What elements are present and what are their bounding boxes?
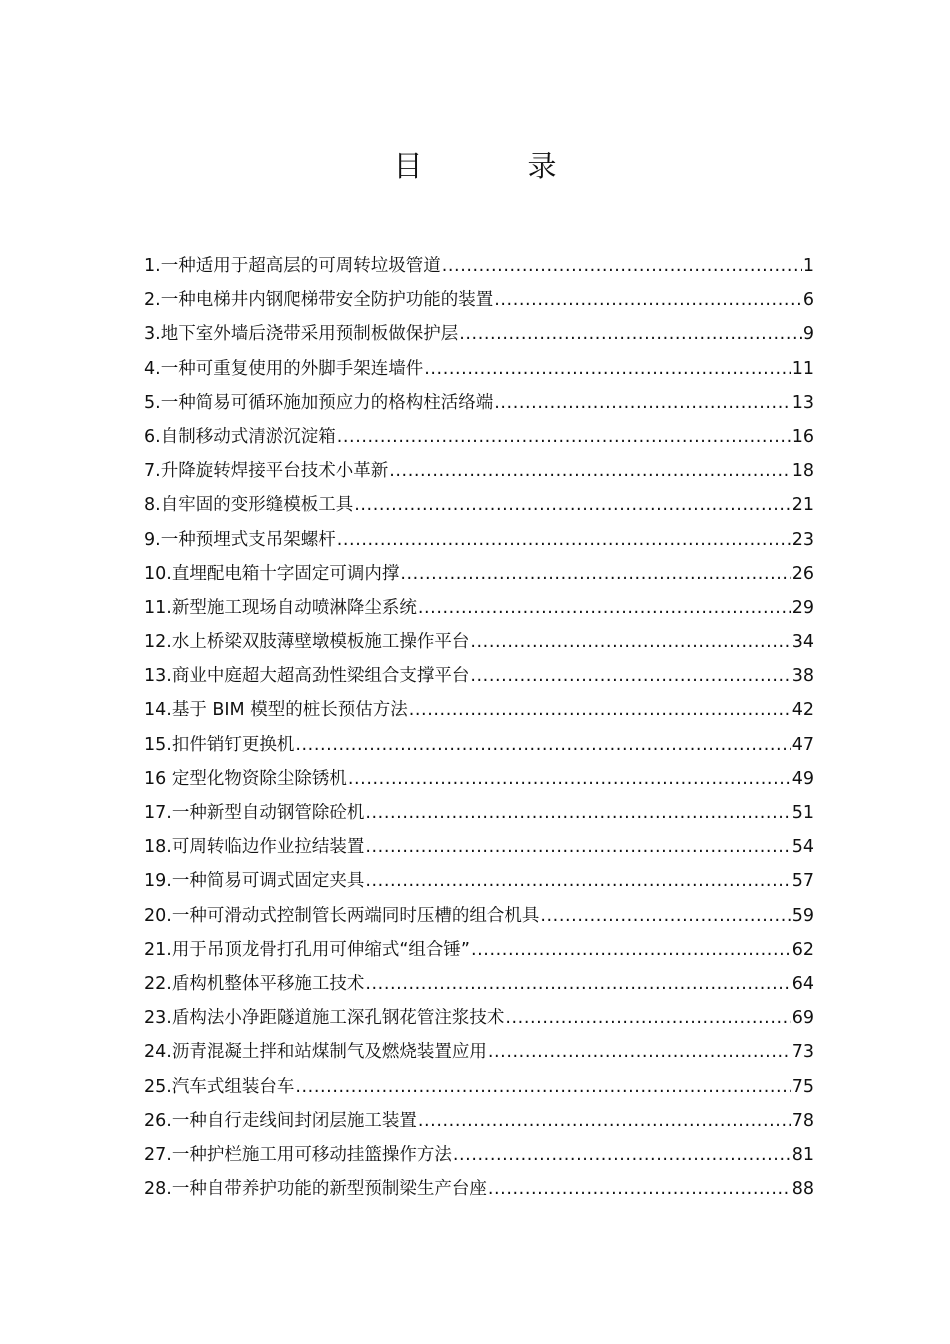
dot-leader [459,317,802,351]
dot-leader [442,249,802,283]
toc-entry[interactable] [144,1070,814,1104]
toc-entry-page-number: 1 [802,256,814,276]
toc-entry-page-number: 75 [791,1076,814,1097]
toc-entry-title: 25.汽车式组装台车 [144,1076,295,1097]
toc-entry[interactable] [144,488,814,522]
toc-entry-page-number: 78 [791,1110,814,1131]
toc-entry[interactable] [144,659,814,693]
toc-entry-title: 12.水上桥梁双肢薄壁墩模板施工操作平台 [144,632,470,653]
toc-entry[interactable] [144,1172,814,1206]
dot-leader [354,488,791,522]
toc-entry[interactable] [144,864,814,898]
toc-entry-title: 17.一种新型自动钢管除砼机 [144,803,365,823]
dot-leader [348,762,791,796]
dot-leader [295,728,790,762]
dot-leader [418,591,791,625]
toc-entry[interactable] [144,728,814,762]
dot-leader [337,523,791,557]
page-title: 目 录 [393,149,595,183]
toc-entry-title: 18.可周转临边作业拉结装置 [144,837,365,858]
toc-entry-page-number: 13 [791,392,814,413]
toc-entry[interactable] [144,283,814,317]
toc-entry-page-number: 16 [791,426,814,447]
toc-entry-page-number: 81 [791,1144,814,1165]
toc-entry-title: 19.一种简易可调式固定夹具 [144,871,365,892]
toc-entry-page-number: 54 [791,837,814,858]
toc-entry-title: 9.一种预埋式支吊架螺杆 [144,529,336,550]
toc-entry-title: 26.一种自行走线间封闭层施工装置 [144,1110,417,1131]
toc-entry-title: 14.基于 BIM 模型的桩长预估方法 [144,700,408,721]
dot-leader [295,1070,790,1104]
dot-leader [488,1035,791,1069]
toc-entry-title: 28.一种自带养护功能的新型预制梁生产台座 [144,1179,487,1200]
toc-entry-page-number: 29 [791,597,814,618]
toc-entry-title: 11.新型施工现场自动喷淋降尘系统 [144,597,417,618]
toc-entry-page-number: 73 [791,1042,814,1063]
toc-entry-title: 5.一种简易可循环施加预应力的格构柱活络端 [144,392,494,413]
toc-entry[interactable] [144,830,814,864]
toc-entry-title: 22.盾构机整体平移施工技术 [144,973,365,994]
toc-entry-page-number: 62 [791,939,814,960]
toc-entry-page-number: 42 [791,700,814,721]
toc-entry[interactable] [144,523,814,557]
toc-entry-page-number: 47 [791,734,814,755]
toc-entry[interactable] [144,386,814,420]
toc-entry[interactable] [144,1138,814,1172]
dot-leader [418,1104,791,1138]
dot-leader [470,625,790,659]
toc-entry[interactable] [144,933,814,967]
table-of-contents [144,249,814,1206]
dot-leader [505,1001,790,1035]
toc-entry-page-number: 88 [791,1179,814,1200]
toc-entry-title: 23.盾构法小净距隧道施工深孔钢花管注浆技术 [144,1008,505,1029]
toc-entry-title: 13.商业中庭超大超高劲性梁组合支撑平台 [144,666,470,687]
dot-leader [365,796,790,830]
toc-entry-title: 4.一种可重复使用的外脚手架连墙件 [144,358,424,379]
toc-entry-page-number: 9 [802,324,814,345]
toc-entry-page-number: 26 [791,563,814,584]
dot-leader [540,899,790,933]
toc-entry-page-number: 49 [791,768,814,789]
toc-entry[interactable] [144,352,814,386]
toc-entry-title: 27.一种护栏施工用可移动挂篮操作方法 [144,1144,452,1165]
dot-leader [337,420,791,454]
toc-entry[interactable] [144,1001,814,1035]
dot-leader [365,830,790,864]
toc-entry[interactable] [144,1104,814,1138]
dot-leader [471,933,791,967]
dot-leader [400,557,790,591]
toc-entry-page-number: 59 [791,905,814,926]
dot-leader [365,864,790,898]
toc-entry[interactable] [144,454,814,488]
toc-entry[interactable] [144,591,814,625]
toc-entry[interactable] [144,317,814,351]
dot-leader [494,283,802,317]
toc-entry-title: 15.扣件销钉更换机 [144,734,295,755]
dot-leader [424,352,791,386]
toc-entry-page-number: 23 [791,529,814,550]
toc-entry-title: 7.升降旋转焊接平台技术小革新 [144,461,389,482]
toc-entry-page-number: 51 [791,803,814,823]
dot-leader [494,386,791,420]
toc-entry[interactable] [144,967,814,1001]
toc-entry-title: 8.自牢固的变形缝模板工具 [144,495,354,516]
toc-entry[interactable] [144,557,814,591]
toc-entry-page-number: 69 [791,1008,814,1029]
dot-leader [470,659,790,693]
toc-entry[interactable] [144,899,814,933]
toc-entry-title: 1.一种适用于超高层的可周转垃圾管道 [144,256,441,276]
toc-entry[interactable] [144,625,814,659]
dot-leader [488,1172,791,1206]
toc-entry-page-number: 18 [791,461,814,482]
toc-entry-page-number: 11 [791,358,814,379]
toc-entry-page-number: 34 [791,632,814,653]
toc-entry-page-number: 6 [802,290,814,311]
toc-entry[interactable] [144,420,814,454]
toc-entry-title: 16 定型化物资除尘除锈机 [144,768,347,789]
toc-entry-title: 3.地下室外墙后浇带采用预制板做保护层 [144,324,459,345]
dot-leader [389,454,791,488]
toc-entry-title: 21.用于吊顶龙骨打孔用可伸缩式“组合锤” [144,939,470,960]
toc-entry-title: 24.沥青混凝土拌和站煤制气及燃烧装置应用 [144,1042,487,1063]
toc-entry-title: 20.一种可滑动式控制管长两端同时压槽的组合机具 [144,905,540,926]
toc-entry-page-number: 21 [791,495,814,516]
toc-entry[interactable] [144,796,814,830]
toc-entry-page-number: 64 [791,973,814,994]
toc-entry-page-number: 57 [791,871,814,892]
toc-entry[interactable] [144,693,814,727]
toc-entry-title: 2.一种电梯井内钢爬梯带安全防护功能的装置 [144,290,494,311]
dot-leader [365,967,790,1001]
toc-entry[interactable] [144,1035,814,1069]
toc-entry[interactable] [144,762,814,796]
toc-entry-page-number: 38 [791,666,814,687]
toc-entry-title: 10.直埋配电箱十字固定可调内撑 [144,563,400,584]
toc-entry[interactable] [144,249,814,283]
dot-leader [409,693,791,727]
dot-leader [453,1138,791,1172]
toc-entry-title: 6.自制移动式清淤沉淀箱 [144,426,336,447]
